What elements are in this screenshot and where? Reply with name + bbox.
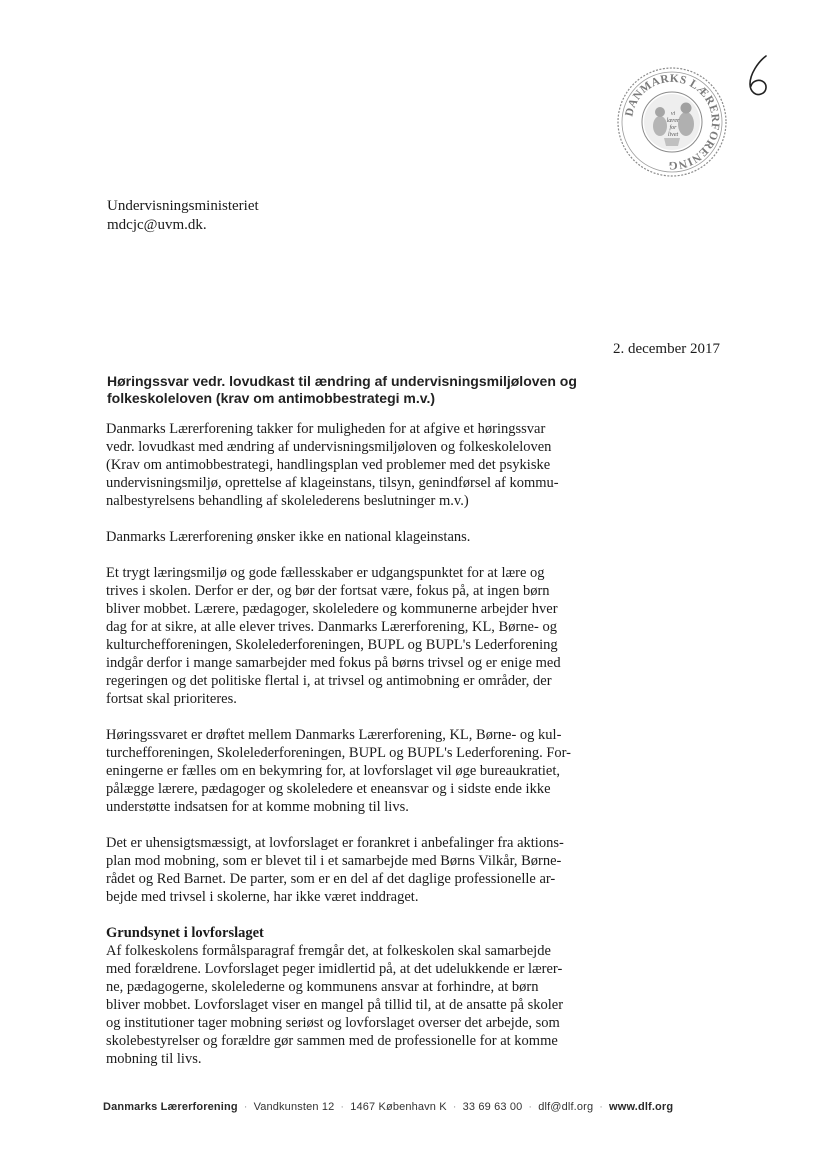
subject-heading: Høringssvar vedr. lovudkast til ændring af undervisningsmiljøloven og folkeskoleloven (krav om antimobbestrategi m.v.) (107, 373, 577, 406)
recipient-email: mdcjc@uvm.dk. (107, 217, 207, 233)
seal-center-line-1: vi (670, 111, 676, 117)
letter-footer (103, 1101, 673, 1113)
letter-date: 2. december 2017 (612, 341, 720, 357)
footer-separator: · (452, 1101, 457, 1113)
footer-email: dlf@dlf.org (538, 1101, 594, 1113)
footer-separator: · (599, 1101, 604, 1113)
seal-ring-text: DANMARKS LÆRERFORENING (623, 72, 722, 172)
footer-org-name: Danmarks Lærerforening (103, 1101, 238, 1113)
body-paragraph-3: Et trygt læringsmiljø og gode fællesskaber er udgangspunktet for at lære og trives i skolen. Derfor er der, og bør der fortsat være, fokus på, at ingen børn bliver mobbet. Lærere, pædagoger, skoleledere og kommunerne arbejder hver dag for at sikre, at alle elever trives. Danmarks Lærerforening, KL, Børne- og kulturchefforeningen, Skolelederforeningen, BUPL og BUPL's Lederforening indgår derfor i mange samarbejder med fokus på børns trivsel og er enige med regeringen og det politiske flertal i, at trivsel og antimobning er områder, der fortsat skal prioriteres. (106, 565, 561, 707)
body-paragraph-1: Danmarks Lærerforening takker for muligheden for at afgive et høringssvar vedr. lovudkast med ændring af undervisningsmiljøloven og folkeskoleloven (Krav om antimobbestrategi, handlingsplan ved problemer med det psykiske undervisningsmiljø, oprettelse af klageinstans, tilsyn, genindførsel af kommu- nalbestyrelsens behandling af skolelederens beslutninger m.v.) (106, 421, 559, 509)
seal-center-line-3: for (669, 125, 677, 131)
seal-center-line-4: livet (667, 132, 679, 138)
body-paragraph-5: Det er uhensigtsmæssigt, at lovforslaget er forankret i anbefalinger fra aktions- plan mod mobning, som er blevet til i et samarbejde med Børns Vilkår, Børne- rådet og Red Barnet. De parter, som er en del af det daglige professionelle ar- bejde med trivsel i skolerne, har ikke været inddraget. (106, 835, 564, 905)
union-seal-logo (616, 66, 728, 178)
footer-phone: 33 69 63 00 (462, 1101, 523, 1113)
footer-separator: · (243, 1101, 248, 1113)
footer-separator: · (528, 1101, 533, 1113)
footer-separator: · (340, 1101, 345, 1113)
recipient-name: Undervisningsministeriet (107, 198, 259, 214)
body-paragraph-4: Høringssvaret er drøftet mellem Danmarks Lærerforening, KL, Børne- og kul- turchefforeningen, Skolelederforeningen, BUPL og BUPL's Lederforening. For- eningerne er fælles om en bekymring for, at lovforslaget vil øge bureaukratiet, pålægge lærere, pædagoger og skoleledere et eneansvar og i sidste ende ikke understøtte indsatsen for at komme mobning til livs. (106, 727, 571, 815)
body-paragraph-2: Danmarks Lærerforening ønsker ikke en national klageinstans. (106, 529, 471, 545)
section-paragraph: Af folkeskolens formålsparagraf fremgår det, at folkeskolen skal samarbejde med forældrene. Lovforslaget peger imidlertid på, at det udelukkende er lærer- ne, pædagogerne, skolelederne og kommunens ansvar at forhindre, at børn bliver mobbet. Lovforslaget viser en mangel på tillid til, at de ansatte på skoler og institutioner tager mobning seriøst og lovforslaget overser det arbejde, som skolebestyrelser og forældre gør sammen med de professionelle for at komme mobning til livs. (106, 943, 564, 1067)
footer-address: Vandkunsten 12 (253, 1101, 335, 1113)
recipient-block (107, 197, 259, 235)
handwritten-page-number (744, 52, 774, 98)
letter-body (106, 420, 576, 1086)
seal-center-line-2: lærer (666, 118, 680, 124)
footer-city: 1467 København K (350, 1101, 447, 1113)
section-heading: Grundsynet i lovforslaget (106, 925, 264, 941)
footer-website: www.dlf.org (609, 1101, 674, 1113)
